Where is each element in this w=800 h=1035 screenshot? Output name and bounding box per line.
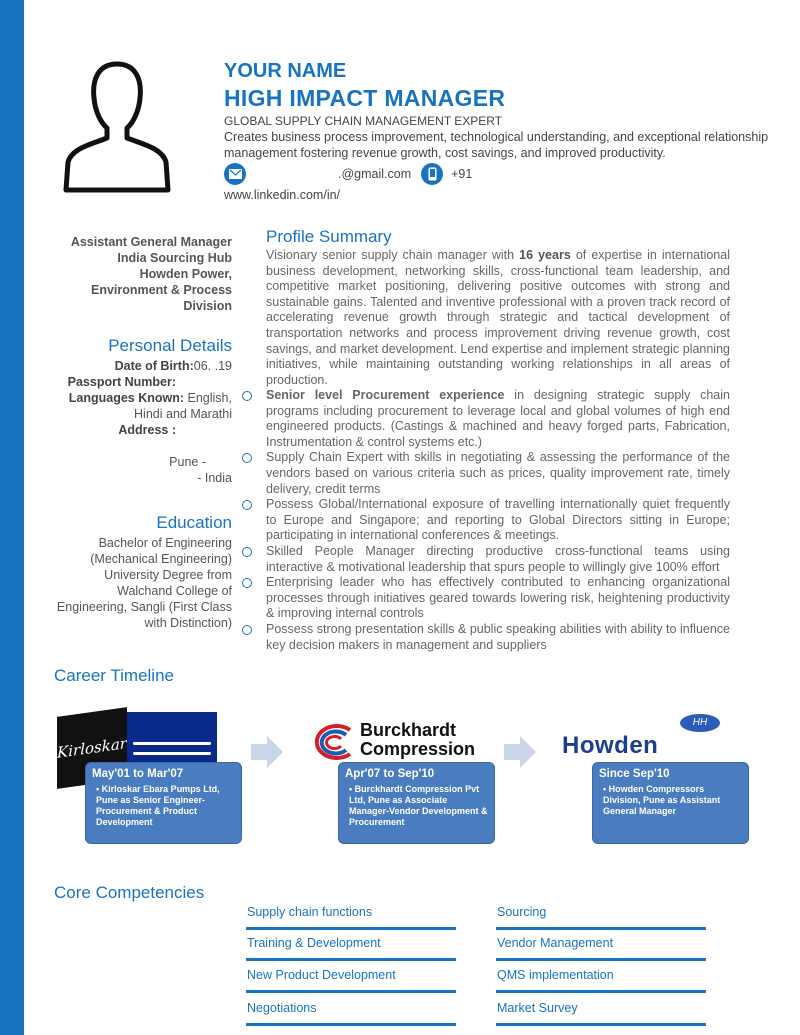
dob-value: 06. .19 [193,359,232,373]
competency-bar [496,927,706,930]
list-item: Possess strong presentation skills & public speaking abilities with ability to influence key decision makers in management and suppliers [242,622,730,653]
candidate-name: YOUR NAME [224,60,347,82]
timeline-detail: • Kirloskar Ebara Pumps Ltd, Pune as Senior Engineer-Procurement & Product Development [96,784,220,827]
competency-item: Vendor Management [497,936,614,950]
competency-item: Training & Development [247,936,381,950]
personal-details [22,358,232,486]
profile-intro: Visionary senior supply chain manager with 16 years of expertise in international business development, networking skills, cross-functional team leadership, and competitive market positioning, delivering positive outcomes with strong and sustainable gains. Talented and inventive professional with a proven track record of accelerating revenue growth through strategic and tactical development of transportation networks and process improvement driving revenue growth, cost savings, and market development. Lend expertise and implement strategic planning initiatives, while maintaining outstanding working relationships in all areas of production. [266,248,730,387]
education-line: Engineering, Sangli (First Class [56,600,232,614]
current-role [22,234,232,314]
list-item: Enterprising leader who has effectively contributed to enhancing organizational processes through initiatives geared towards lowering risk, heightening productivity & improving internal controls [242,575,730,622]
core-competencies-heading: Core Competencies [54,883,205,902]
competency-item: QMS implementation [497,968,614,982]
education-line: with Distinction) [144,616,232,630]
list-item: Senior level Procurement experience in designing strategic supply chain programs including procurement to leverage local and global volumes of high end engineered products. (Castings & machined and heavy forged parts, Fabrication, Instrumentation & control systems etc.) [242,388,730,450]
competency-bar [246,958,456,961]
personal-details-heading: Personal Details [108,336,232,355]
avatar-placeholder-icon [62,58,172,194]
timeline-box [338,762,495,844]
competency-bar [496,958,706,961]
headline: HIGH IMPACT MANAGER [224,85,506,111]
email-value[interactable]: .@gmail.com [338,167,412,181]
timeline-period: May'01 to Mar'07 [92,768,184,780]
education-heading: Education [156,513,232,532]
bullet-icon [242,578,252,588]
tagline: GLOBAL SUPPLY CHAIN MANAGEMENT EXPERT [224,114,503,128]
competency-item: Supply chain functions [247,905,373,919]
timeline-detail: • Burckhardt Compression Pvt Ltd, Pune as Associate Manager-Vendor Development & Procurement [349,784,488,827]
list-item: Supply Chain Expert with skills in negotiating & assessing the performance of the vendors based on various criteria such as prices, quality improvement rate, timely delivery, credit terms [242,450,730,497]
current-role-line: Division [183,299,232,313]
competency-item: Sourcing [497,905,547,919]
competency-bar [246,990,456,993]
email-icon [224,163,246,185]
current-role-line: Environment & Process [90,283,232,297]
left-accent-bar [0,0,24,1035]
current-role-line: Assistant General Manager [70,235,232,249]
timeline-box [592,762,749,844]
timeline-arrow-icon [249,734,285,770]
list-item: Possess Global/International exposure of travelling internationally quiet frequently to Europe and Singapore; and reporting to Global Directors sitting in Europe; participating in international conferences & meetings. [242,497,730,544]
address-city: Pune - [169,455,206,469]
timeline-arrow-icon [502,734,538,770]
address-label: Address : [118,423,176,437]
phone-value[interactable]: +91 [451,167,473,181]
bullet-icon [242,625,252,635]
howden-logo-text: Howden [562,732,659,759]
profile-summary-heading: Profile Summary [266,227,392,246]
languages-value: English, [187,391,232,405]
burckhardt-logo-text: Compression [360,739,476,759]
education-line: University Degree from [104,568,232,582]
list-item: Skilled People Manager directing productive cross-functional teams using interactive & motivational leadership that spurs people to willingly give 100% effort [242,544,730,575]
timeline-detail: • Howden Compressors Division, Pune as Assistant General Manager [603,784,721,816]
competency-item: Market Survey [497,1001,578,1015]
competency-bar [496,1023,706,1026]
passport-label: Passport Number: [67,375,176,389]
timeline-period: Apr'07 to Sep'10 [345,768,435,780]
burckhardt-swirl-icon [310,720,354,760]
languages-label: Languages Known: [68,391,185,405]
competency-bar [246,1023,456,1026]
timeline-period: Since Sep'10 [599,768,670,780]
timeline-box [85,762,242,844]
burckhardt-logo-text: Burckhardt [360,720,457,740]
education-line: (Mechanical Engineering) [90,552,232,566]
bullet-icon [242,500,252,510]
linkedin-url[interactable]: www.linkedin.com/in/ [224,188,341,202]
current-role-line: India Sourcing Hub [117,251,232,265]
dob-label: Date of Birth: [114,359,194,373]
competency-item: Negotiations [247,1001,317,1015]
howden-badge: HH [680,714,720,732]
education-details [22,535,232,631]
phone-icon [421,163,443,185]
kirloskar-logo-text: Kirloskar [57,707,127,789]
competency-bar [496,990,706,993]
education-line: Walchand College of [117,584,232,598]
profile-bullets [242,388,730,653]
bullet-icon [242,453,252,463]
header-description: Creates business process improvement, technological understanding, and exceptional relationship management fostering revenue growth, cost savings, and improved productivity. [224,130,769,160]
competency-bar [246,927,456,930]
burckhardt-logo [310,715,480,765]
languages-value: Hindi and Marathi [134,407,232,421]
current-role-line: Howden Power, [139,267,232,281]
howden-logo [562,714,732,762]
career-timeline-heading: Career Timeline [54,666,174,685]
bullet-icon [242,547,252,557]
bullet-icon [242,391,252,401]
years-highlight: 16 years [519,248,571,262]
competency-item: New Product Development [247,968,396,982]
contact-row [224,163,472,185]
education-line: Bachelor of Engineering [98,536,232,550]
address-country: - India [197,471,232,485]
